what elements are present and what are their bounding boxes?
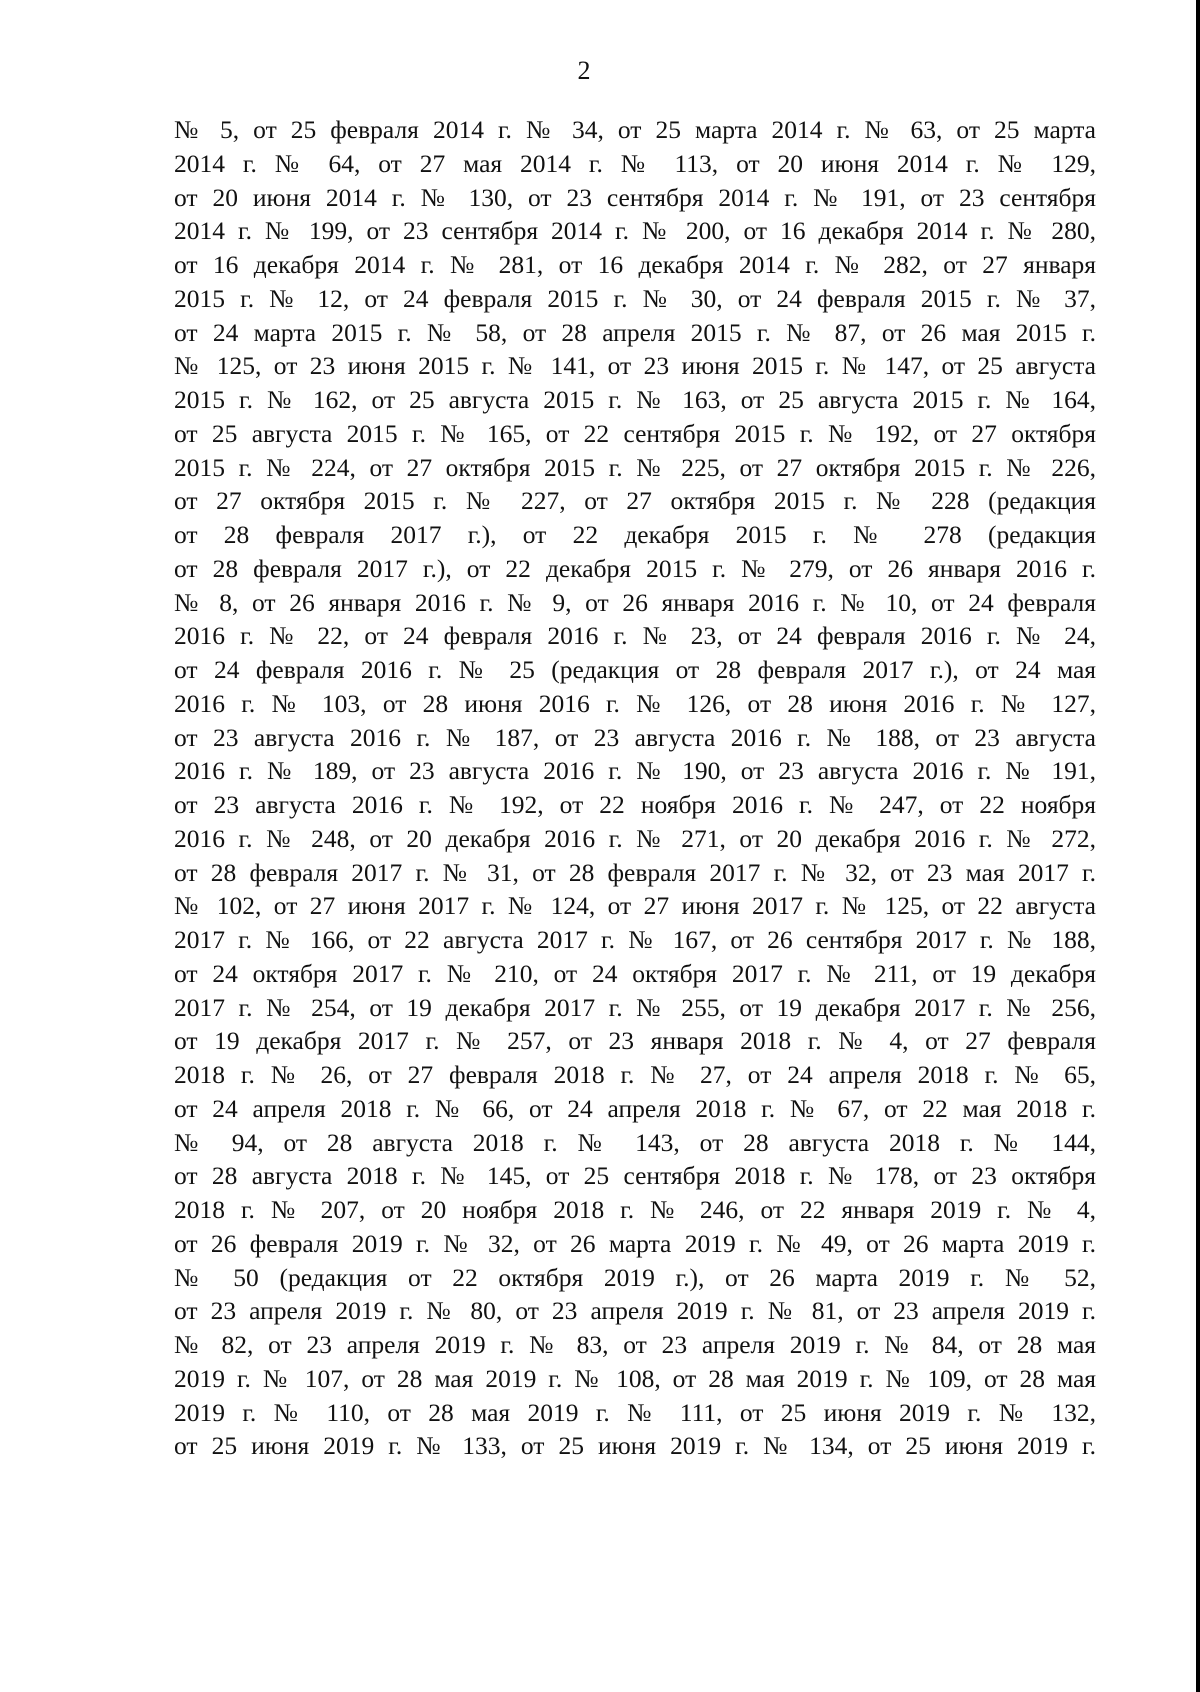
text-line: 2016 г. № 189, от 23 августа 2016 г. № 190, от 23 августа 2016 г. № 191, — [174, 756, 1096, 786]
text-line: 2019 г. № 110, от 28 мая 2019 г. № 111, от 25 июня 2019 г. № 132, — [174, 1397, 1096, 1427]
text-line: 2016 г. № 248, от 20 декабря 2016 г. № 271, от 20 декабря 2016 г. № 272, — [174, 823, 1096, 853]
text-line: от 20 июня 2014 г. № 130, от 23 сентября 2014 г. № 191, от 23 сентября — [174, 182, 1096, 212]
text-line: от 23 августа 2016 г. № 192, от 22 ноября 2016 г. № 247, от 22 ноября — [174, 790, 1096, 819]
text-line: от 23 августа 2016 г. № 187, от 23 августа 2016 г. № 188, от 23 августа — [174, 722, 1096, 752]
text-line: № 82, от 23 апреля 2019 г. № 83, от 23 апреля 2019 г. № 84, от 28 мая — [174, 1330, 1096, 1359]
text-line: 2018 г. № 207, от 20 ноября 2018 г. № 246, от 22 января 2019 г. № 4, — [174, 1195, 1096, 1224]
page-number: 2 — [577, 56, 591, 85]
text-line: 2015 г. № 224, от 27 октября 2015 г. № 225, от 27 октября 2015 г. № 226, — [174, 452, 1096, 482]
text-line: 2017 г. № 254, от 19 декабря 2017 г. № 255, от 19 декабря 2017 г. № 256, — [174, 992, 1096, 1022]
text-line: 2018 г. № 26, от 27 февраля 2018 г. № 27, от 24 апреля 2018 г. № 65, — [174, 1060, 1096, 1089]
text-line: от 28 февраля 2017 г.), от 22 декабря 2015 г. № 279, от 26 января 2016 г. — [174, 553, 1096, 583]
text-line: № 5, от 25 февраля 2014 г. № 34, от 25 марта 2014 г. № 63, от 25 марта — [174, 115, 1096, 144]
text-line: № 102, от 27 июня 2017 г. № 124, от 27 июня 2017 г. № 125, от 22 августа — [174, 891, 1096, 921]
text-line: № 94, от 28 августа 2018 г. № 143, от 28 августа 2018 г. № 144, — [174, 1127, 1096, 1157]
text-line: 2014 г. № 64, от 27 мая 2014 г. № 113, от 20 июня 2014 г. № 129, — [174, 148, 1096, 178]
document-body — [174, 113, 1096, 1463]
text-line: от 24 февраля 2016 г. № 25 (редакция от 28 февраля 2017 г.), от 24 мая — [174, 655, 1096, 684]
text-line: от 28 августа 2018 г. № 145, от 25 сентября 2018 г. № 178, от 23 октября — [174, 1161, 1096, 1191]
scan-edge — [1196, 0, 1200, 1692]
text-line: от 28 февраля 2017 г. № 31, от 28 февраля 2017 г. № 32, от 23 мая 2017 г. — [174, 857, 1096, 887]
text-line: от 26 февраля 2019 г. № 32, от 26 марта 2019 г. № 49, от 26 марта 2019 г. — [174, 1228, 1096, 1258]
text-line: 2015 г. № 12, от 24 февраля 2015 г. № 30, от 24 февраля 2015 г. № 37, — [174, 283, 1096, 313]
text-line: 2016 г. № 22, от 24 февраля 2016 г. № 23, от 24 февраля 2016 г. № 24, — [174, 621, 1096, 651]
text-line: от 24 апреля 2018 г. № 66, от 24 апреля 2018 г. № 67, от 22 мая 2018 г. — [174, 1093, 1096, 1123]
text-line: от 25 августа 2015 г. № 165, от 22 сентября 2015 г. № 192, от 27 октября — [174, 418, 1096, 448]
text-line: 2015 г. № 162, от 25 августа 2015 г. № 163, от 25 августа 2015 г. № 164, — [174, 385, 1096, 414]
text-line: от 23 апреля 2019 г. № 80, от 23 апреля 2019 г. № 81, от 23 апреля 2019 г. — [174, 1296, 1096, 1326]
text-line: от 25 июня 2019 г. № 133, от 25 июня 2019 г. № 134, от 25 июня 2019 г. — [174, 1431, 1096, 1461]
text-line: 2016 г. № 103, от 28 июня 2016 г. № 126, от 28 июня 2016 г. № 127, — [174, 688, 1096, 718]
text-line: № 125, от 23 июня 2015 г. № 141, от 23 июня 2015 г. № 147, от 25 августа — [174, 351, 1096, 381]
text-line: 2017 г. № 166, от 22 августа 2017 г. № 167, от 26 сентября 2017 г. № 188, — [174, 925, 1096, 954]
text-line: от 19 декабря 2017 г. № 257, от 23 января 2018 г. № 4, от 27 февраля — [174, 1026, 1096, 1056]
text-line: № 50 (редакция от 22 октября 2019 г.), от 26 марта 2019 г. № 52, — [174, 1262, 1096, 1292]
text-line: 2019 г. № 107, от 28 мая 2019 г. № 108, от 28 мая 2019 г. № 109, от 28 мая — [174, 1363, 1096, 1393]
text-line: от 24 марта 2015 г. № 58, от 28 апреля 2015 г. № 87, от 26 мая 2015 г. — [174, 317, 1096, 347]
text-line: 2014 г. № 199, от 23 сентября 2014 г. № 200, от 16 декабря 2014 г. № 280, — [174, 216, 1096, 246]
text-line: от 24 октября 2017 г. № 210, от 24 октября 2017 г. № 211, от 19 декабря — [174, 958, 1096, 988]
text-line: от 27 октября 2015 г. № 227, от 27 октября 2015 г. № 228 (редакция — [174, 486, 1096, 516]
text-line: от 16 декабря 2014 г. № 281, от 16 декабря 2014 г. № 282, от 27 января — [174, 250, 1096, 279]
text-line: № 8, от 26 января 2016 г. № 9, от 26 января 2016 г. № 10, от 24 февраля — [174, 587, 1096, 617]
text-line: от 28 февраля 2017 г.), от 22 декабря 2015 г. № 278 (редакция — [174, 520, 1096, 549]
